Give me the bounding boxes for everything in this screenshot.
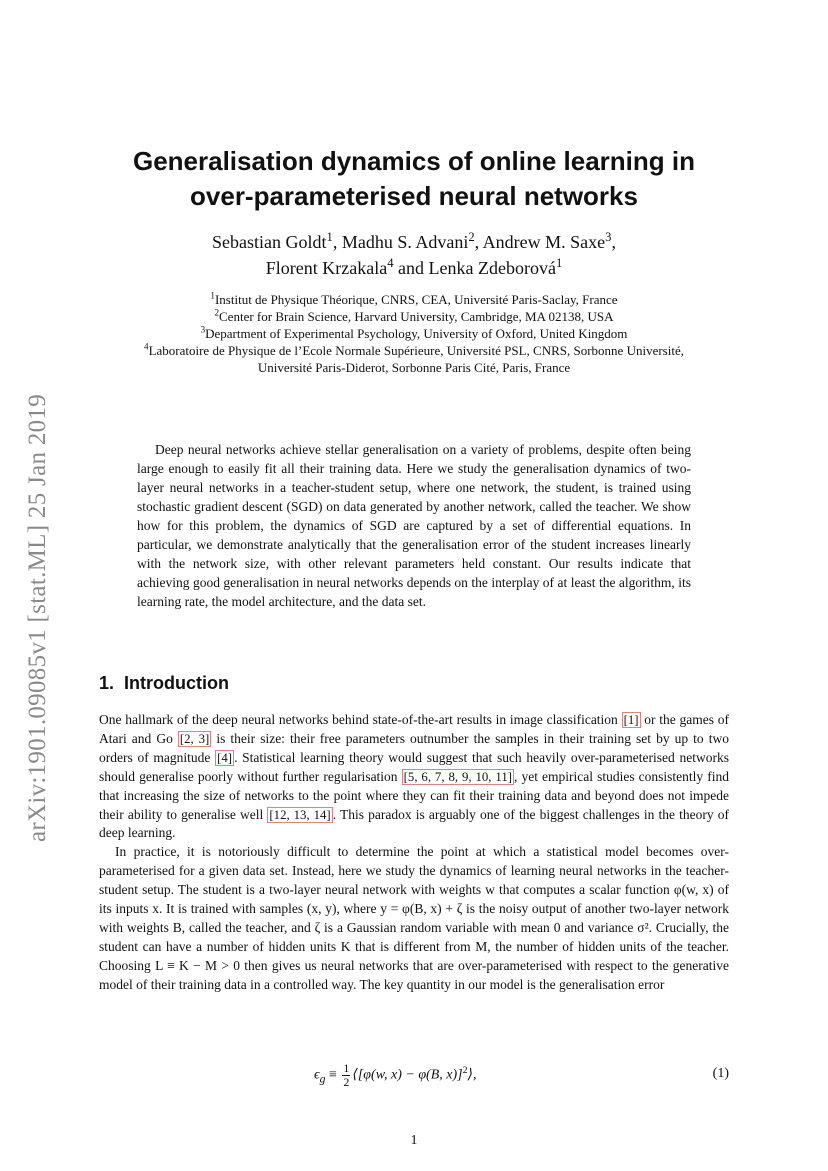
section-title: Introduction <box>124 673 229 693</box>
paragraph-text: One hallmark of the deep neural networks behind state-of-the-art results in image classification <box>99 712 622 727</box>
citation-link[interactable]: [2, 3] <box>179 731 210 746</box>
paragraph-text: or the games of Atari and Go <box>99 712 729 746</box>
authors-line-1: Sebastian Goldt$^1$, Madhu S. Advani$^2$, Andrew M. Saxe$^3$, <box>212 230 616 252</box>
paragraph-text: . Statistical learning theory would suggest that such heavily over-parameterised networks should generalise poorly without further regularisation <box>99 749 729 784</box>
author-name: Lenka Zdeborová <box>428 258 556 278</box>
paragraph <box>99 711 729 843</box>
arxiv-identifier: arXiv:1901.09085v1 [stat.ML] 25 Jan 2019 <box>24 393 51 842</box>
paragraph-text: . This paradox is arguably one of the biggest challenges in the theory of deep learning. <box>99 806 729 841</box>
citation-link[interactable]: [12, 13, 14] <box>269 807 331 822</box>
abstract: Deep neural networks achieve stellar generalisation on a variety of problems, despite often being large enough to easily fit all their training data. Here we study the generalisation dynamics of two-layer neural networks in a teacher-student setup, where one network, the student, is trained using stochastic gradient descent (SGD) on data generated by another network, called the teacher. We show how for this problem, the dynamics of SGD are captured by a set of differential equations. In particular, we demonstrate analytically that the generalisation error of the student increases linearly with the network size, with other relevant parameters held constant. Our results indicate that achieving good generalisation in neural networks depends on the interplay of at least the algorithm, its learning rate, the model architecture, and the data set. <box>137 442 691 609</box>
author-name: Madhu S. Advani <box>341 232 469 252</box>
affiliation-line <box>80 325 748 342</box>
equation-1 <box>99 1056 729 1096</box>
affiliation-line <box>80 359 748 376</box>
author-name: Andrew M. Saxe <box>482 232 606 252</box>
affiliation-mark: 4 <box>144 341 149 352</box>
title-line-1: Generalisation dynamics of online learning in <box>132 146 695 176</box>
equation-symbol: ϵ <box>314 1067 320 1083</box>
affiliation-line <box>80 308 748 325</box>
equation-expression: ⟨[φ(w, x) − φ(B, x)] <box>352 1067 463 1083</box>
equation-body <box>314 1062 476 1089</box>
equation-number: (1) <box>712 1066 729 1081</box>
fraction-numerator: 1 <box>343 1061 350 1075</box>
title-line-2: over-parameterised neural networks <box>190 181 638 211</box>
author-list <box>100 229 728 281</box>
paragraph-text: , yet empirical studies consistently find that increasing the size of networks to the point where they can fit their training data and beyond does not impede their ability to generalise well <box>99 768 729 822</box>
equation-expression-end: ⟩, <box>467 1067 477 1083</box>
author-affiliation-mark: 2 <box>468 230 475 244</box>
paper-title <box>100 144 728 214</box>
author-affiliation-mark: 1 <box>326 230 333 244</box>
affiliation-text: Center for Brain Science, Harvard University, Cambridge, MA 02138, USA <box>219 309 614 324</box>
affiliation-mark: 1 <box>210 290 215 301</box>
authors-line-2 <box>100 255 728 281</box>
affiliation-text: Université Paris-Diderot, Sorbonne Paris Cité, Paris, France <box>257 360 571 375</box>
citation-link[interactable]: [1] <box>623 713 639 727</box>
paragraph: In practice, it is notoriously difficult to determine the point at which a statistical model becomes over-parameterised for a given data set. Instead, here we study the dynamics of learning neural networks in the teacher-student setup. The student is a two-layer neural network with weights w that computes a scalar function φ(w, x) of its inputs x. It is trained with samples (x, y), where y = φ(B, x) + ζ is the noisy output of another two-layer network with weights B, called the teacher, and ζ is a Gaussian random variable with mean 0 and variance σ². Crucially, the student can have a number of hidden units K that is different from M, the number of hidden units of the teacher. Choosing L ≡ K − M > 0 then gives us neural networks that are over-parameterised with respect to the generative model of their training data in a controlled way. The key quantity in our model is the generalisation error <box>99 844 729 992</box>
citation-link[interactable]: [4] <box>217 750 233 765</box>
author-name: Sebastian Goldt <box>212 232 327 252</box>
equation-operator: ≡ <box>325 1067 341 1083</box>
author-affiliation-mark: 3 <box>605 230 612 244</box>
section-number: 1. <box>99 673 115 693</box>
affiliation-text: Department of Experimental Psychology, University of Oxford, United Kingdom <box>205 326 628 341</box>
author-affiliation-mark: 1 <box>555 256 563 270</box>
fraction-denominator: 2 <box>343 1075 350 1089</box>
equation-exponent: 2 <box>462 1065 468 1077</box>
affiliation-mark: 2 <box>214 307 220 318</box>
paragraph-text: is their size: their free parameters outnumber the samples in their training set by up to two orders of magnitude <box>99 730 729 765</box>
affiliation-text: Institut de Physique Théorique, CNRS, CEA, Université Paris-Saclay, France <box>214 292 618 307</box>
author-conjunction: and <box>398 258 424 278</box>
author-name: Florent Krzakala <box>265 258 388 278</box>
author-affiliation-mark: 4 <box>387 256 394 270</box>
introduction-body <box>99 711 729 995</box>
affiliation-line <box>80 291 748 308</box>
affiliations <box>80 291 748 376</box>
section-heading <box>99 673 229 694</box>
affiliation-text: Laboratoire de Physique de l’Ecole Normale Supérieure, Université PSL, CNRS, Sorbonne Université, <box>148 343 684 358</box>
arxiv-sidebar <box>20 365 56 870</box>
citation-link[interactable]: [5, 6, 7, 8, 9, 10, 11] <box>403 769 513 784</box>
equation-fraction <box>342 1062 350 1089</box>
equation-subscript: g <box>319 1072 326 1086</box>
page-number: 1 <box>410 1133 418 1148</box>
affiliation-mark: 3 <box>200 324 206 335</box>
affiliation-line <box>80 342 748 359</box>
